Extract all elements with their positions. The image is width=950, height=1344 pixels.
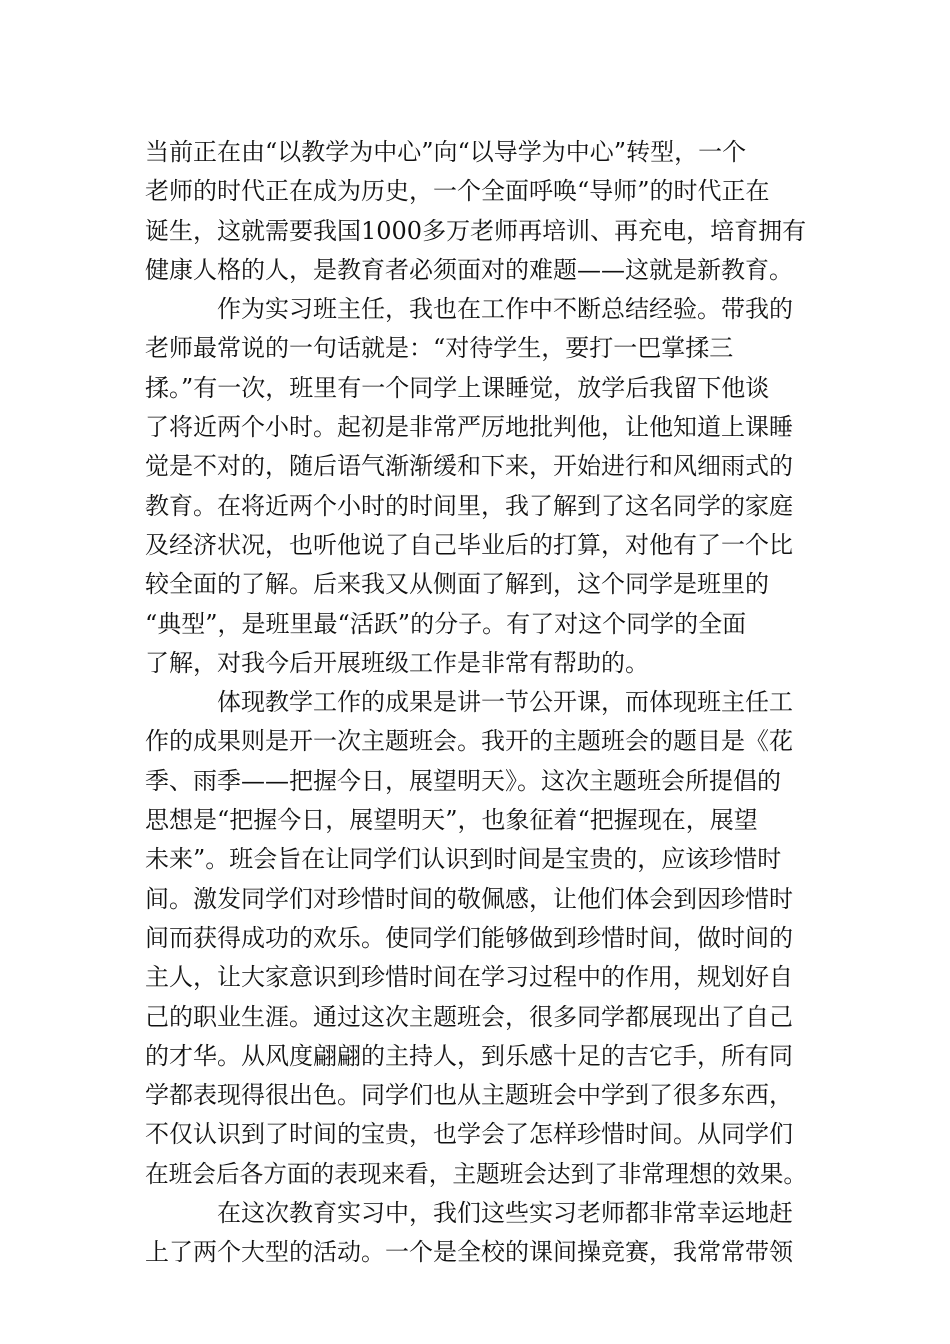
text-line: 诞生，这就需要我国1000多万老师再培训、再充电，培育拥有 xyxy=(145,216,807,245)
body-text xyxy=(145,133,805,1273)
text-line: 季、雨季——把握今日，展望明天》。这次主题班会所提倡的 xyxy=(145,766,781,795)
text-line: 在这次教育实习中，我们这些实习老师都非常幸运地赶 xyxy=(217,1199,793,1228)
text-line: 己的职业生涯。通过这次主题班会，很多同学都展现出了自己 xyxy=(145,1002,793,1031)
text-line: 及经济状况，也听他说了自己毕业后的打算，对他有了一个比 xyxy=(145,530,793,559)
text-line: 教育。在将近两个小时的时间里，我了解到了这名同学的家庭 xyxy=(145,491,793,520)
text-line: “典型”，是班里最“活跃”的分子。有了对这个同学的全面 xyxy=(145,609,747,638)
text-line: 间而获得成功的欢乐。使同学们能够做到珍惜时间，做时间的 xyxy=(145,923,793,952)
text-line: 较全面的了解。后来我又从侧面了解到，这个同学是班里的 xyxy=(145,570,769,599)
text-line: 未来”。班会旨在让同学们认识到时间是宝贵的，应该珍惜时 xyxy=(145,845,782,874)
text-line: 健康人格的人，是教育者必须面对的难题——这就是新教育。 xyxy=(145,255,793,284)
text-line: 作为实习班主任，我也在工作中不断总结经验。带我的 xyxy=(217,295,793,324)
text-line: 主人，让大家意识到珍惜时间在学习过程中的作用，规划好自 xyxy=(145,963,793,992)
text-line: 体现教学工作的成果是讲一节公开课，而体现班主任工 xyxy=(217,688,793,717)
text-line: 当前正在由“以教学为中心”向“以导学为中心”转型，一个 xyxy=(145,138,747,166)
text-line: 学都表现得很出色。同学们也从主题班会中学到了很多东西， xyxy=(145,1081,793,1110)
text-line: 揉。”有一次，班里有一个同学上课睡觉，放学后我留下他谈 xyxy=(145,373,770,402)
text-line: 不仅认识到了时间的宝贵，也学会了怎样珍惜时间。从同学们 xyxy=(145,1120,793,1149)
text-line: 上了两个大型的活动。一个是全校的课间操竞赛，我常常带领 xyxy=(145,1238,793,1267)
text-line: 老师的时代正在成为历史，一个全面呼唤“导师”的时代正在 xyxy=(145,177,770,206)
text-line: 了将近两个小时。起初是非常严厉地批判他，让他知道上课睡 xyxy=(145,413,793,442)
text-line: 了解，对我今后开展班级工作是非常有帮助的。 xyxy=(145,648,649,677)
text-line: 老师最常说的一句话就是：“对待学生，要打一巴掌揉三 xyxy=(145,334,734,363)
text-line: 间。激发同学们对珍惜时间的敬佩感，让他们体会到因珍惜时 xyxy=(145,884,793,913)
text-line: 在班会后各方面的表现来看，主题班会达到了非常理想的效果。 xyxy=(145,1159,807,1188)
text-line: 的才华。从风度翩翩的主持人，到乐感十足的吉它手，所有同 xyxy=(145,1041,793,1070)
text-line: 思想是“把握今日，展望明天”，也象征着“把握现在，展望 xyxy=(145,806,758,835)
text-line: 作的成果则是开一次主题班会。我开的主题班会的题目是《花 xyxy=(145,727,793,756)
text-line: 觉是不对的，随后语气渐渐缓和下来，开始进行和风细雨式的 xyxy=(145,452,793,481)
